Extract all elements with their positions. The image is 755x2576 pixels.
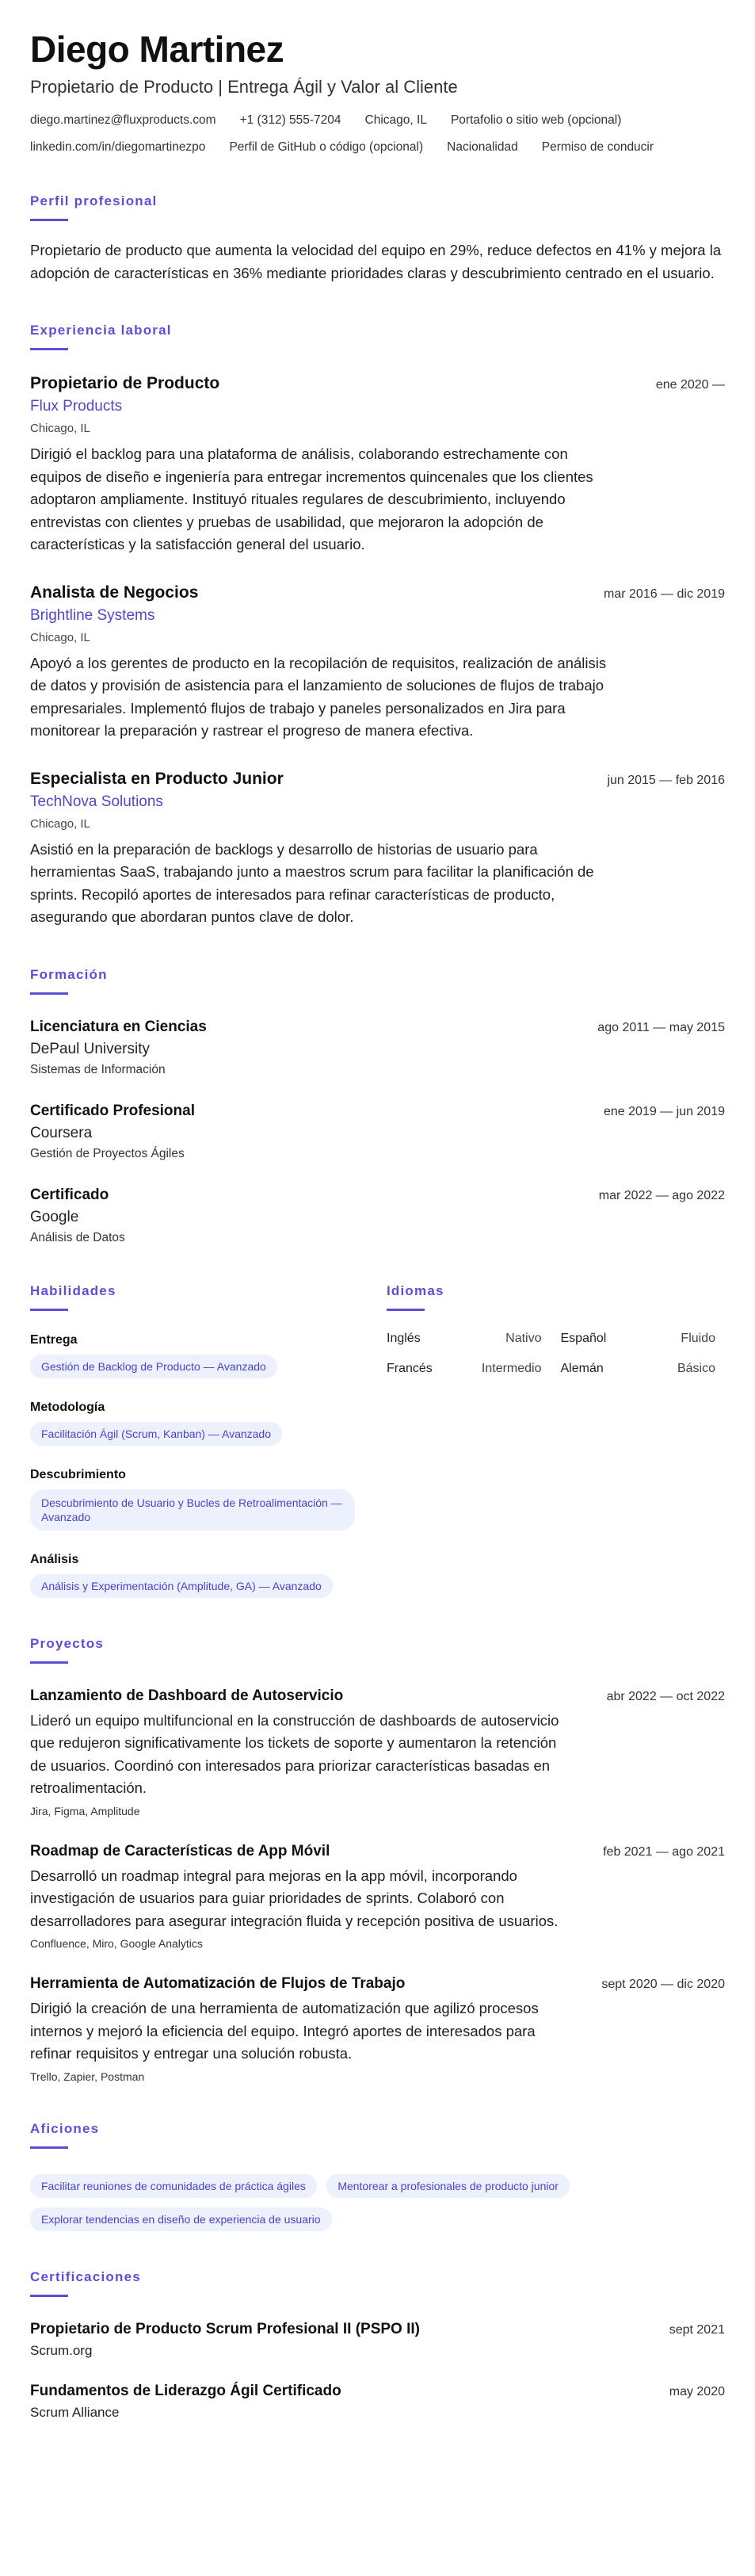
- languages-section: [387, 1245, 715, 1598]
- skill-tag: Gestión de Backlog de Producto — Avanzado: [30, 1355, 277, 1378]
- contact-email[interactable]: diego.martinez@fluxproducts.com: [30, 113, 216, 127]
- skill-category: Análisis: [30, 1552, 79, 1566]
- education-item: [30, 1103, 725, 1161]
- skill-category: Metodología: [30, 1400, 105, 1414]
- language-level: Nativo: [505, 1331, 542, 1345]
- section-divider: [30, 1309, 68, 1311]
- section-title: Experiencia laboral: [30, 323, 172, 338]
- experience-item: [30, 770, 725, 929]
- hobby-tag: Facilitar reuniones de comunidades de práctica ágiles: [30, 2174, 317, 2198]
- project-dates: feb 2021 — ago 2021: [603, 1844, 725, 1859]
- section-title: Proyectos: [30, 1635, 105, 1651]
- contact-github: Perfil de GitHub o código (opcional): [229, 140, 424, 154]
- job-description: Asistió en la preparación de backlogs y desarrollo de historias de usuario para herramientas SaaS, trabajando junto a maestros scrum para facilitar la planificación de sprints. Recopiló aportes de interesados para refinar características de producto, asegurando que abordaran puntos clave de dolor.: [30, 840, 594, 925]
- language-name: Español: [560, 1331, 607, 1345]
- project-description: Desarrolló un roadmap integral para mejoras en la app móvil, incorporando investigación de usuarios para guiar prioridades de sprints. Colaboró con desarrolladores para asegurar integración fluida y recepción positiva de usuarios.: [30, 1867, 559, 1929]
- language-level: Básico: [677, 1361, 715, 1375]
- certification-item: [30, 2321, 725, 2359]
- section-divider: [30, 992, 68, 995]
- skill-group: [30, 1553, 387, 1598]
- languages-list: [387, 1332, 715, 1376]
- project-dates: sept 2020 — dic 2020: [601, 1978, 725, 1991]
- project-item: [30, 1843, 725, 1951]
- language-item: [561, 1332, 716, 1346]
- skill-category: Entrega: [30, 1332, 78, 1347]
- certifications-section: [30, 2269, 725, 2421]
- language-name: Inglés: [387, 1331, 421, 1345]
- contact-linkedin[interactable]: linkedin.com/in/diegomartinezpo: [30, 140, 206, 154]
- project-dates: abr 2022 — oct 2022: [606, 1689, 725, 1703]
- section-title: Formación: [30, 966, 108, 982]
- resume-header: [30, 29, 725, 155]
- section-title: Habilidades: [30, 1282, 116, 1298]
- education-dates: ene 2019 — jun 2019: [603, 1104, 725, 1118]
- skill-tag: Descubrimiento de Usuario y Bucles de Retroalimentación — Avanzado: [30, 1489, 355, 1531]
- certification-date: sept 2021: [669, 2322, 725, 2337]
- section-divider: [387, 1309, 425, 1311]
- skill-group: [30, 1333, 387, 1378]
- experience-item: [30, 583, 725, 743]
- job-title: Propietario de Producto: [30, 374, 220, 392]
- company-name: Flux Products: [30, 398, 123, 415]
- project-name: Lanzamiento de Dashboard de Autoservicio: [30, 1687, 344, 1704]
- job-dates: jun 2015 — feb 2016: [607, 773, 725, 787]
- project-tools: Trello, Zapier, Postman: [30, 2070, 145, 2083]
- candidate-name: Diego Martinez: [30, 29, 284, 70]
- section-divider: [30, 348, 68, 350]
- section-title: Certificaciones: [30, 2268, 141, 2284]
- candidate-headline: Propietario de Producto | Entrega Ágil y Valor al Cliente: [30, 77, 458, 97]
- project-item: [30, 1687, 725, 1817]
- language-name: Alemán: [560, 1361, 604, 1375]
- section-divider: [30, 219, 68, 221]
- certification-name: Fundamentos de Liderazgo Ágil Certificado: [30, 2382, 341, 2399]
- degree-title: Licenciatura en Ciencias: [30, 1018, 207, 1035]
- field-of-study: Sistemas de Información: [30, 1062, 166, 1076]
- language-item: [387, 1362, 542, 1376]
- project-description: Lideró un equipo multifuncional en la construcción de dashboards de autoservicio que redujeron significativamente los tickets de soporte y aumentaron la retención de usuarios. Coordinó con interesados para priorizar características basadas en retroalimentación.: [30, 1711, 559, 1796]
- education-section: [30, 967, 725, 1245]
- skills-section: [30, 1245, 387, 1598]
- certification-issuer: Scrum.org: [30, 2342, 93, 2358]
- job-title: Especialista en Producto Junior: [30, 769, 284, 788]
- education-dates: ago 2011 — may 2015: [597, 1020, 725, 1034]
- section-divider: [30, 1661, 68, 1664]
- contact-portfolio: Portafolio o sitio web (opcional): [450, 113, 622, 127]
- education-item: [30, 1187, 725, 1245]
- education-dates: mar 2022 — ago 2022: [598, 1188, 725, 1202]
- project-tools: Confluence, Miro, Google Analytics: [30, 1937, 203, 1950]
- hobbies-list: [30, 2165, 664, 2231]
- project-item: [30, 1975, 725, 2083]
- job-dates: mar 2016 — dic 2019: [604, 587, 725, 601]
- field-of-study: Análisis de Datos: [30, 1230, 125, 1244]
- section-title: Idiomas: [387, 1282, 444, 1298]
- summary-text: Propietario de producto que aumenta la velocidad del equipo en 29%, reduce defectos en 41% y mejora la adopción de características en 36% mediante prioridades claras y descubrimiento centrado en el usuario.: [30, 242, 722, 281]
- field-of-study: Gestión de Proyectos Ágiles: [30, 1146, 185, 1160]
- institution-name: Google: [30, 1208, 79, 1225]
- project-name: Roadmap de Características de App Móvil: [30, 1842, 330, 1859]
- contact-nationality: Nacionalidad: [447, 140, 518, 154]
- education-item: [30, 1019, 725, 1077]
- hobby-tag: Explorar tendencias en diseño de experiencia de usuario: [30, 2207, 332, 2231]
- certification-item: [30, 2383, 725, 2421]
- job-description: Dirigió el backlog para una plataforma de análisis, colaborando estrechamente con equipos de diseño e ingeniería para entregar incrementos quincenales que los clientes adoptaron ampliamente. Instituyó rituales regulares de descubrimiento, incluyendo entrevistas con clientes y pruebas de usabilidad, que mejoraron la adopción de características y la satisfacción general del usuario.: [30, 445, 593, 552]
- certification-date: may 2020: [669, 2384, 725, 2398]
- section-divider: [30, 2146, 68, 2149]
- section-title: Aficiones: [30, 2120, 100, 2136]
- skill-group: [30, 1401, 387, 1446]
- institution-name: DePaul University: [30, 1040, 150, 1057]
- job-description: Apoyó a los gerentes de producto en la recopilación de requisitos, realización de análisis de datos y provisión de asistencia para el lanzamiento de soluciones de flujos de trabajo empresariales. Implementó flujos de trabajo y paneles personalizados en Jira para monitorear la preparación y rastrear el progreso de manera efectiva.: [30, 654, 607, 739]
- language-level: Fluido: [681, 1331, 715, 1345]
- section-title: Perfil profesional: [30, 193, 158, 208]
- language-level: Intermedio: [481, 1361, 542, 1375]
- skill-tag: Facilitación Ágil (Scrum, Kanban) — Avanzado: [30, 1422, 282, 1446]
- language-name: Francés: [387, 1361, 433, 1375]
- company-name: Brightline Systems: [30, 606, 155, 624]
- hobbies-section: [30, 2121, 725, 2231]
- skill-category: Descubrimiento: [30, 1467, 126, 1481]
- job-location: Chicago, IL: [30, 816, 90, 831]
- experience-section: [30, 323, 725, 929]
- language-item: [387, 1332, 542, 1346]
- contact-phone: +1 (312) 555-7204: [239, 113, 341, 127]
- institution-name: Coursera: [30, 1124, 93, 1141]
- contact-location: Chicago, IL: [364, 113, 427, 127]
- summary-section: [30, 193, 725, 285]
- projects-section: [30, 1636, 725, 2083]
- certification-issuer: Scrum Alliance: [30, 2404, 120, 2420]
- contact-driving-license: Permiso de conducir: [541, 140, 654, 154]
- experience-item: [30, 374, 725, 556]
- project-tools: Jira, Figma, Amplitude: [30, 1804, 140, 1817]
- job-location: Chicago, IL: [30, 630, 90, 644]
- job-dates: ene 2020 —: [655, 378, 725, 392]
- certification-name: Propietario de Producto Scrum Profesional II (PSPO II): [30, 2320, 420, 2337]
- degree-title: Certificado Profesional: [30, 1102, 195, 1119]
- degree-title: Certificado: [30, 1186, 109, 1203]
- skill-tag: Análisis y Experimentación (Amplitude, GA) — Avanzado: [30, 1574, 333, 1598]
- contact-list: [30, 113, 725, 155]
- section-divider: [30, 2295, 68, 2297]
- project-description: Dirigió la creación de una herramienta de automatización que agilizó procesos internos y mejoró la eficiencia del equipo. Integró aportes de interesados para refinar requisitos y entregar una solución robusta.: [30, 2000, 539, 2062]
- job-title: Analista de Negocios: [30, 583, 199, 602]
- skills-languages-row: [30, 1245, 725, 1598]
- job-location: Chicago, IL: [30, 422, 90, 435]
- skill-group: [30, 1468, 387, 1531]
- project-name: Herramienta de Automatización de Flujos de Trabajo: [30, 1975, 406, 1992]
- hobby-tag: Mentorear a profesionales de producto junior: [326, 2174, 570, 2198]
- language-item: [561, 1362, 716, 1376]
- company-name: TechNova Solutions: [30, 793, 163, 810]
